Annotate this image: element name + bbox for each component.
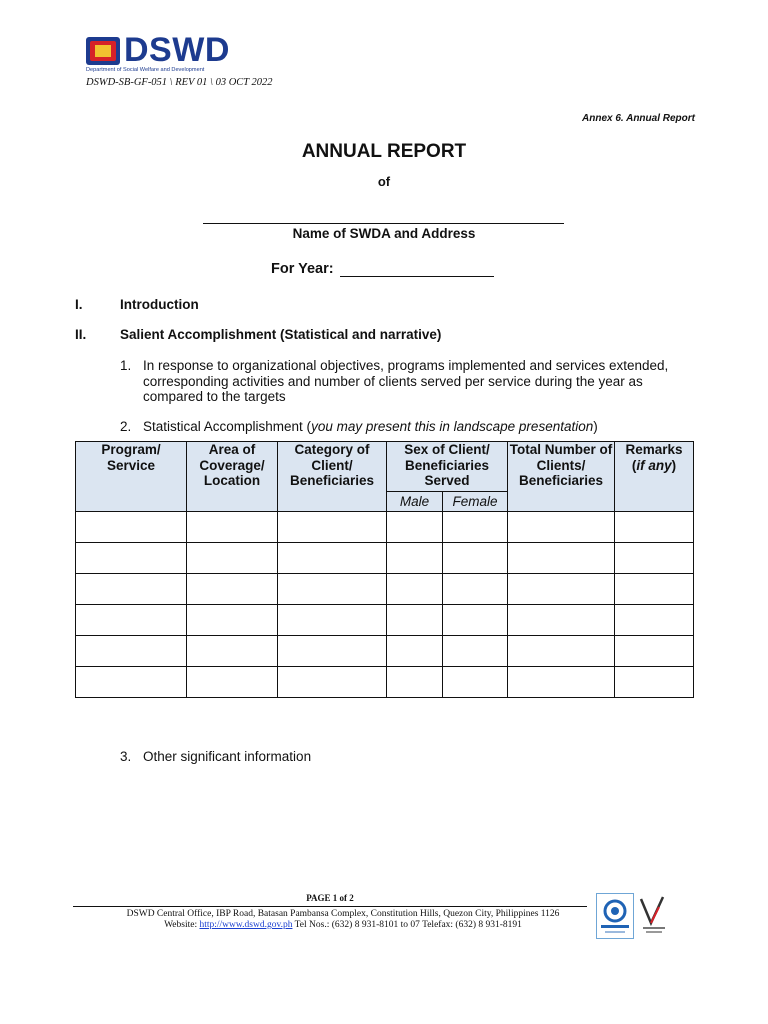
table-cell[interactable]	[443, 605, 508, 636]
col-header-sex: Sex of Client/ Beneficiaries Served	[387, 442, 508, 492]
table-cell[interactable]	[278, 605, 387, 636]
footer-address: DSWD Central Office, IBP Road, Batasan Pambansa Complex, Constitution Hills, Quezon City, Philippines 1126	[126, 909, 560, 919]
table-cell[interactable]	[615, 512, 694, 543]
for-year-row	[271, 261, 494, 277]
section-number: I.	[75, 297, 83, 312]
item-text-statistical: Statistical Accomplishment (you may present this in landscape presentation)	[143, 419, 598, 434]
for-year-label: For Year:	[271, 261, 334, 277]
table-cell[interactable]	[76, 543, 187, 574]
table-cell[interactable]	[443, 636, 508, 667]
table-cell[interactable]	[278, 667, 387, 698]
dswd-flag-icon	[86, 37, 120, 65]
item-number: 2.	[120, 419, 132, 434]
table-cell[interactable]	[615, 605, 694, 636]
annex-label: Annex 6. Annual Report	[582, 113, 695, 124]
accreditation-mark-icon	[637, 893, 671, 937]
table-cell[interactable]	[508, 636, 615, 667]
table-row	[76, 574, 694, 605]
dswd-logo	[86, 31, 246, 77]
table-cell[interactable]	[187, 605, 278, 636]
table-cell[interactable]	[615, 574, 694, 605]
table-cell[interactable]	[443, 574, 508, 605]
table-cell[interactable]	[187, 543, 278, 574]
swda-name-field[interactable]	[203, 223, 564, 224]
col-header-remarks: Remarks (if any)	[615, 442, 694, 512]
table-cell[interactable]	[387, 667, 443, 698]
table-cell[interactable]	[387, 512, 443, 543]
table-row	[76, 667, 694, 698]
table-cell[interactable]	[76, 574, 187, 605]
table-cell[interactable]	[443, 543, 508, 574]
section-title-accomplishment: Salient Accomplishment (Statistical and narrative)	[120, 327, 442, 342]
col-header-female: Female	[443, 492, 508, 512]
table-cell[interactable]	[76, 636, 187, 667]
table-row	[76, 512, 694, 543]
phone-numbers: Tel Nos.: (632) 8 931-8101 to 07 Telefax: (632) 8 931-8191	[294, 920, 522, 930]
section-number: II.	[75, 327, 87, 342]
table-cell[interactable]	[187, 667, 278, 698]
table-cell[interactable]	[76, 667, 187, 698]
table-row	[76, 543, 694, 574]
table-cell[interactable]	[76, 605, 187, 636]
table-cell[interactable]	[508, 512, 615, 543]
table-cell[interactable]	[278, 543, 387, 574]
table-cell[interactable]	[443, 512, 508, 543]
table-cell[interactable]	[278, 574, 387, 605]
table-row	[76, 636, 694, 667]
page-number: PAGE 1 of 2	[306, 893, 354, 903]
item-number: 3.	[120, 749, 132, 764]
table-cell[interactable]	[187, 512, 278, 543]
table-cell[interactable]	[76, 512, 187, 543]
table-cell[interactable]	[508, 605, 615, 636]
table-cell[interactable]	[387, 605, 443, 636]
table-cell[interactable]	[187, 636, 278, 667]
page-title: ANNUAL REPORT	[301, 141, 467, 162]
swda-name-label: Name of SWDA and Address	[292, 226, 476, 241]
section-title-introduction: Introduction	[120, 297, 199, 312]
col-header-category: Category of Client/ Beneficiaries	[278, 442, 387, 512]
item-text-other-info: Other significant information	[143, 749, 312, 764]
footer-divider	[73, 906, 587, 907]
table-row	[76, 605, 694, 636]
statistical-accomplishment-table	[75, 441, 694, 698]
table-cell[interactable]	[387, 636, 443, 667]
col-header-area: Area of Coverage/ Location	[187, 442, 278, 512]
table-cell[interactable]	[278, 512, 387, 543]
document-code: DSWD-SB-GF-051 \ REV 01 \ 03 OCT 2022	[86, 77, 273, 88]
col-header-total: Total Number of Clients/ Beneficiaries	[508, 442, 615, 512]
table-cell[interactable]	[387, 574, 443, 605]
table-cell[interactable]	[508, 667, 615, 698]
table-cell[interactable]	[443, 667, 508, 698]
table-cell[interactable]	[615, 636, 694, 667]
table-body	[76, 512, 694, 698]
table-cell[interactable]	[615, 543, 694, 574]
website-link[interactable]: http://www.dswd.gov.ph	[199, 920, 293, 930]
table-cell[interactable]	[508, 543, 615, 574]
socotec-certification-icon	[596, 893, 634, 939]
logo-wordmark: DSWD	[124, 31, 230, 69]
table-cell[interactable]	[615, 667, 694, 698]
table-cell[interactable]	[387, 543, 443, 574]
website-label: Website:	[164, 920, 198, 930]
table-cell[interactable]	[508, 574, 615, 605]
table-cell[interactable]	[187, 574, 278, 605]
logo-subtitle: Department of Social Welfare and Development	[86, 67, 205, 73]
table-cell[interactable]	[278, 636, 387, 667]
landscape-note: you may present this in landscape presentation	[311, 419, 594, 434]
for-year-field[interactable]	[340, 262, 494, 277]
col-header-program: Program/ Service	[76, 442, 187, 512]
item-text-objectives: In response to organizational objectives, programs implemented and services extended, corresponding activities and number of clients served per service during the year as compared to the targets	[143, 358, 669, 404]
item-number: 1.	[120, 358, 132, 373]
of-text: of	[377, 174, 391, 189]
col-header-male: Male	[387, 492, 443, 512]
footer-contact	[73, 920, 613, 930]
